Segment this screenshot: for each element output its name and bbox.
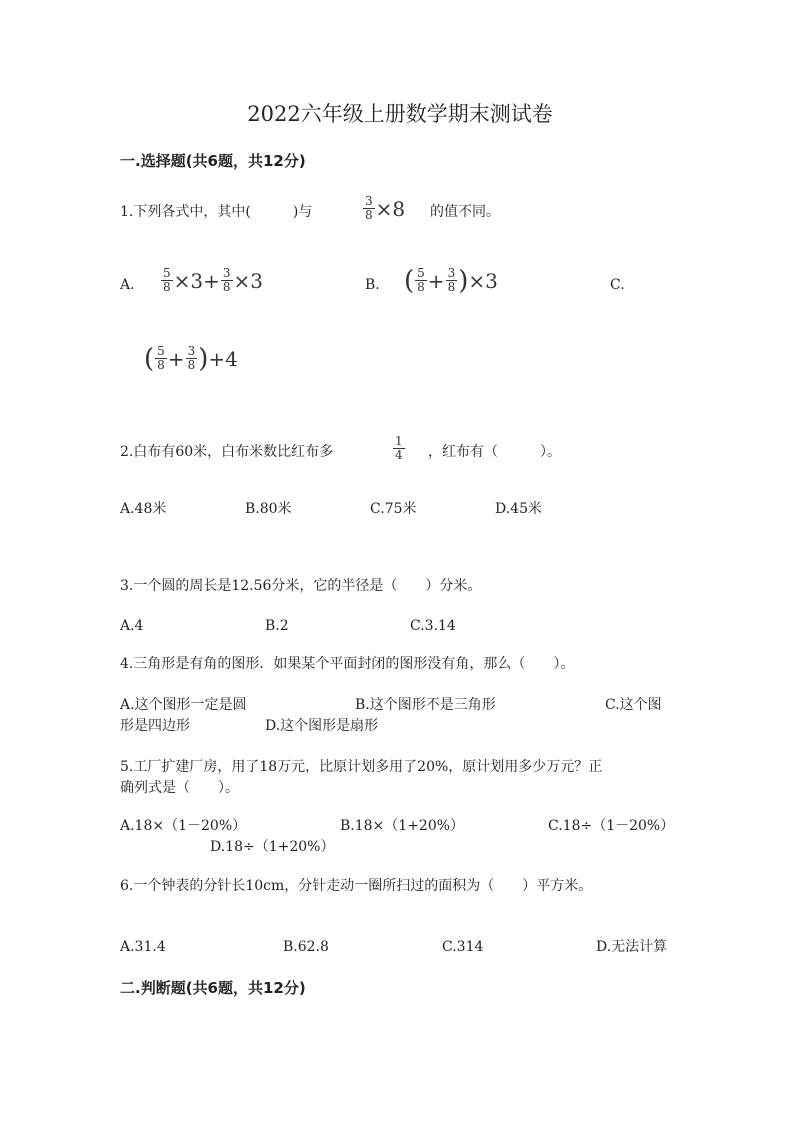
q1-c-frac2-num: 3 xyxy=(187,344,196,358)
q3-text: 3.一个圆的周长是12.56分米，它的半径是（ ）分米。 xyxy=(120,578,482,594)
q1-a-frac2-den: 8 xyxy=(222,280,231,294)
q6-text: 6.一个钟表的分针长10cm，分针走动一圈所扫过的面积为（ ）平方米。 xyxy=(120,878,593,894)
q2-option-a: A.48米 xyxy=(120,501,167,517)
q1-option-a-expression xyxy=(160,267,263,294)
q2-option-c: C.75米 xyxy=(370,501,417,517)
q1-times8: ×8 xyxy=(375,196,406,221)
q1-c-frac2-den: 8 xyxy=(187,358,196,372)
q4-option-b: B.这个图形不是三角形 xyxy=(355,697,496,713)
q1-text-after: 的值不同。 xyxy=(430,204,500,220)
page-title: 2022六年级上册数学期末测试卷 xyxy=(247,102,553,126)
q4-option-c-part1: C.这个图 xyxy=(605,697,662,713)
q1-c-frac2 xyxy=(186,345,198,372)
q4-option-a: A.这个图形一定是圆 xyxy=(120,697,247,713)
q5-option-b: B.18×（1+20%） xyxy=(340,818,465,834)
q3-option-a: A.4 xyxy=(120,618,144,634)
q2-expression xyxy=(392,435,406,462)
q2-text-before: 2.白布有60米，白布米数比红布多 xyxy=(120,444,334,460)
q2-text-after: ，红布有（ ）。 xyxy=(428,444,561,460)
q6-option-a: A.31.4 xyxy=(120,939,166,955)
q3-option-b: B.2 xyxy=(265,618,289,634)
q1-b-frac2-den: 8 xyxy=(447,280,456,294)
q1-c-close-paren: ) xyxy=(198,343,209,374)
q1-b-frac2 xyxy=(446,267,458,294)
q3-option-c: C.3.14 xyxy=(410,618,456,634)
q1-expression xyxy=(362,195,405,222)
q1-b-plus: + xyxy=(427,268,445,293)
q1-c-end: +4 xyxy=(208,346,238,371)
q4-option-c-part2: 形是四边形 xyxy=(120,718,190,734)
q6-option-d: D.无法计算 xyxy=(596,939,668,955)
q5-option-d: D.18÷（1+20%） xyxy=(210,839,335,855)
q5-text-line2: 确列式是（ ）。 xyxy=(120,780,239,796)
q1-option-c-label: C. xyxy=(610,277,625,293)
q1-a-end: ×3 xyxy=(233,268,264,293)
section-2-heading: 二.判断题(共6题，共12分) xyxy=(120,979,306,997)
q5-option-a: A.18×（1－20%） xyxy=(120,818,247,834)
q1-text-before: 1.下列各式中，其中( )与 xyxy=(120,204,313,220)
q1-b-frac1 xyxy=(415,267,427,294)
q1-b-frac2-num: 3 xyxy=(447,266,456,280)
q1-b-end: ×3 xyxy=(468,268,498,293)
q1-option-b-label: B. xyxy=(365,277,380,293)
q2-frac-num: 1 xyxy=(395,434,403,448)
q1-c-frac1-num: 5 xyxy=(157,344,165,358)
q1-a-frac2-num: 3 xyxy=(222,266,231,280)
q1-frac-num: 3 xyxy=(365,194,373,208)
q2-option-d: D.45米 xyxy=(495,501,542,517)
q5-text-line1: 5.工厂扩建厂房，用了18万元，比原计划多用了20%，原计划用多少万元？正 xyxy=(120,759,603,775)
q6-option-b: B.62.8 xyxy=(283,939,329,955)
q1-option-a-label: A. xyxy=(120,277,135,293)
q1-a-frac1-num: 5 xyxy=(163,266,171,280)
q1-c-plus: + xyxy=(167,346,185,371)
q2-fraction xyxy=(393,435,405,462)
q1-c-frac1-den: 8 xyxy=(157,358,165,372)
q1-option-c-expression xyxy=(144,345,238,372)
q1-option-b-expression xyxy=(404,267,498,294)
q4-text: 4.三角形是有角的图形．如果某个平面封闭的图形没有角，那么（ ）。 xyxy=(120,656,575,672)
q1-b-frac1-den: 8 xyxy=(417,280,425,294)
q1-a-mid: ×3+ xyxy=(173,268,220,293)
q1-a-frac1 xyxy=(161,267,173,294)
q2-option-b: B.80米 xyxy=(245,501,292,517)
q1-a-frac1-den: 8 xyxy=(163,280,171,294)
q1-c-open-paren: ( xyxy=(144,343,155,374)
q1-b-frac1-num: 5 xyxy=(417,266,425,280)
q1-b-close-paren: ) xyxy=(458,265,469,296)
q1-b-open-paren: ( xyxy=(404,265,415,296)
q1-fraction xyxy=(363,195,375,222)
q5-option-c: C.18÷（1－20%） xyxy=(548,818,675,834)
q1-c-frac1 xyxy=(155,345,167,372)
q2-frac-den: 4 xyxy=(395,448,403,462)
q1-a-frac2 xyxy=(221,267,233,294)
section-1-heading: 一.选择题(共6题，共12分) xyxy=(120,152,306,170)
q4-option-d: D.这个图形是扇形 xyxy=(265,718,379,734)
q6-option-c: C.314 xyxy=(442,939,484,955)
q1-frac-den: 8 xyxy=(365,208,373,222)
